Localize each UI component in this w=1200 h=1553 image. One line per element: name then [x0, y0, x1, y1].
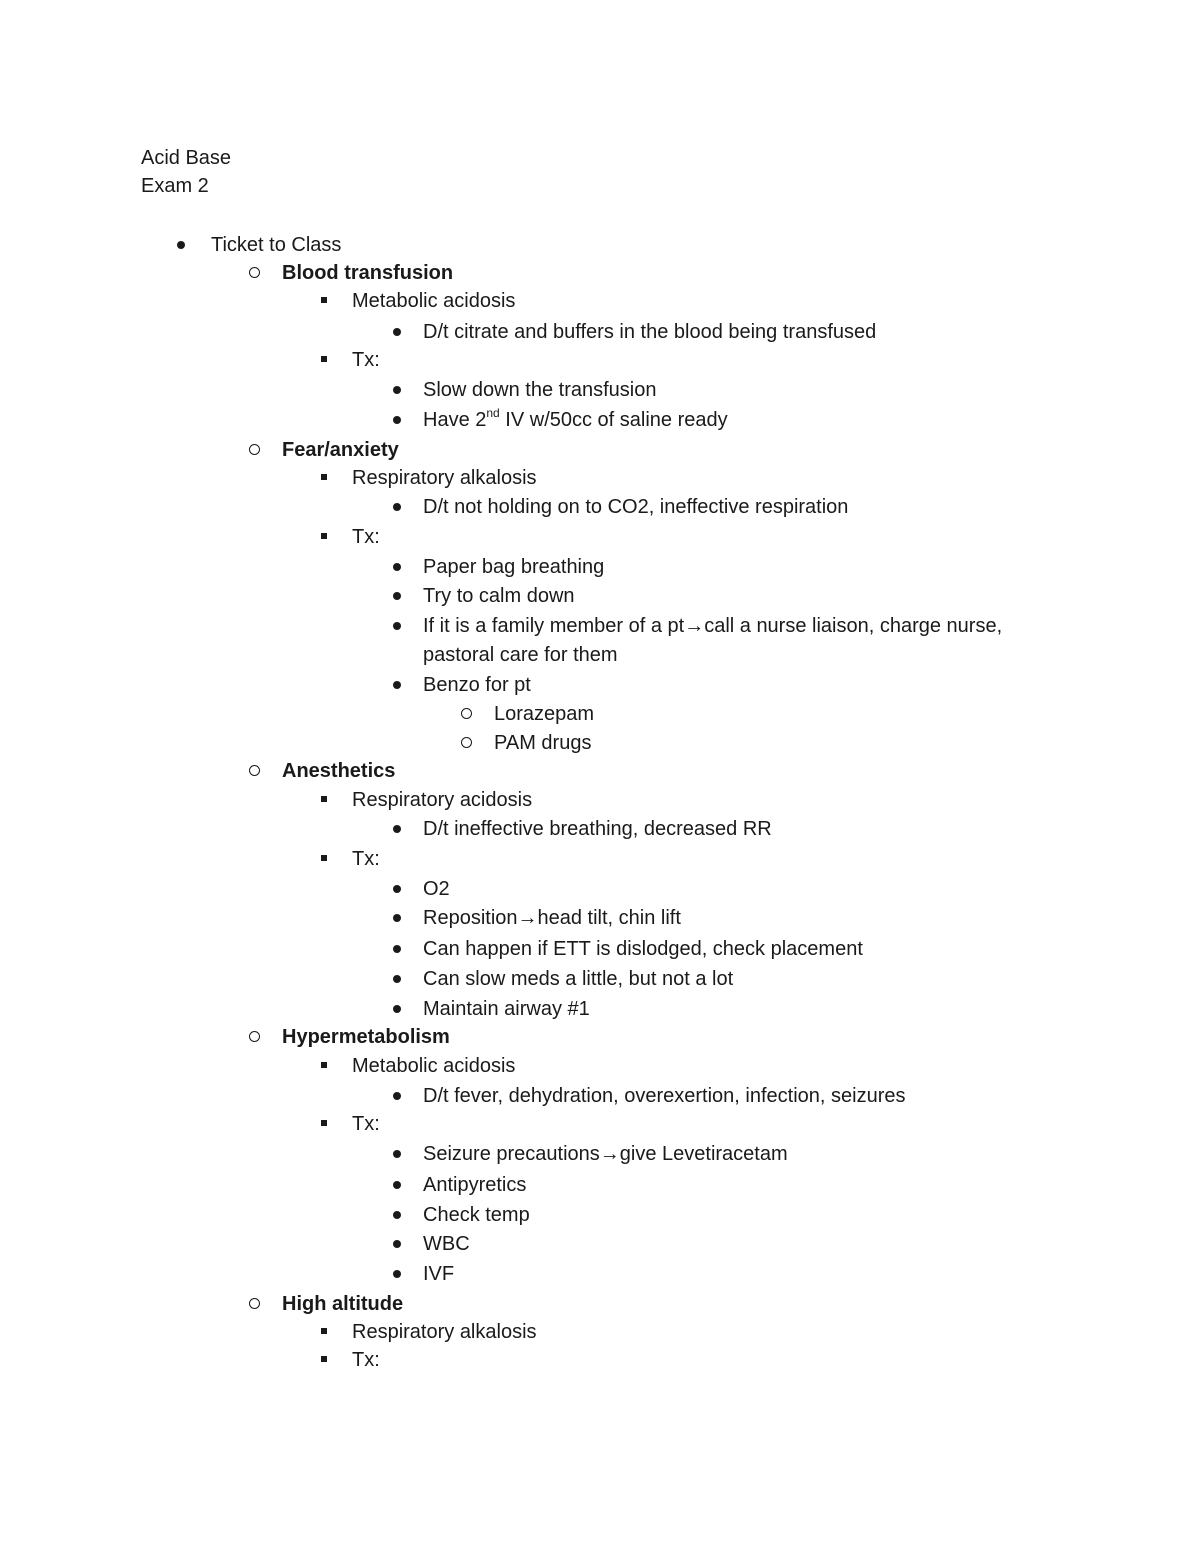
list-item-label: Tx:	[352, 349, 380, 371]
list-item	[0, 1109, 1200, 1139]
list-item	[0, 844, 1200, 874]
bullet-disc-icon	[389, 1139, 409, 1169]
bullet-disc-icon	[389, 375, 409, 405]
list-item	[0, 1051, 1200, 1081]
list-item-text	[211, 230, 341, 260]
list-item-continuation	[0, 640, 1200, 670]
list-item	[0, 1200, 1200, 1230]
bullet-disc-icon	[389, 611, 409, 641]
bullet-disc-icon	[389, 670, 409, 700]
list-item-label: Reposition→head tilt, chin lift	[423, 907, 681, 929]
list-item	[0, 994, 1200, 1024]
list-item-label: Tx:	[352, 848, 380, 870]
list-item	[0, 728, 1200, 758]
list-item-text	[423, 1139, 788, 1169]
list-item-text	[494, 699, 594, 729]
list-item-text	[423, 640, 618, 670]
bullet-disc-icon	[389, 934, 409, 964]
list-item-label: Can slow meds a little, but not a lot	[423, 968, 734, 990]
list-item	[0, 814, 1200, 844]
list-item	[0, 286, 1200, 316]
list-item	[0, 1170, 1200, 1200]
list-item-label: Metabolic acidosis	[352, 1055, 516, 1077]
bullet-disc-icon	[389, 405, 409, 435]
bullet-circle-icon	[459, 728, 479, 758]
list-item	[0, 522, 1200, 552]
bullet-disc-icon	[389, 581, 409, 611]
list-item-text	[352, 844, 380, 874]
list-item-label: Metabolic acidosis	[352, 290, 516, 312]
list-item	[0, 345, 1200, 375]
list-item	[0, 934, 1200, 964]
bullet-disc-icon	[389, 994, 409, 1024]
list-item-label: D/t fever, dehydration, overexertion, infection, seizures	[423, 1085, 906, 1107]
list-item	[0, 670, 1200, 700]
list-item-text	[423, 581, 575, 611]
list-item	[0, 1139, 1200, 1169]
list-item-label: Have 2	[423, 409, 487, 431]
bullet-square-icon	[318, 463, 338, 493]
bullet-square-icon	[318, 1109, 338, 1139]
list-item	[0, 903, 1200, 933]
bullet-circle-icon	[247, 1022, 267, 1052]
list-item-label: High altitude	[282, 1293, 404, 1315]
list-item-text	[423, 934, 863, 964]
list-item-text	[423, 1081, 905, 1111]
bullet-disc-icon	[389, 552, 409, 582]
list-item-text	[423, 1229, 470, 1259]
list-item-label: Blood transfusion	[282, 262, 454, 284]
list-item	[0, 874, 1200, 904]
document-title: Acid Base	[141, 147, 232, 169]
list-item	[0, 756, 1200, 786]
list-item-text	[423, 874, 450, 904]
list-item	[0, 785, 1200, 815]
list-item-text	[352, 1345, 380, 1375]
list-item	[0, 611, 1200, 641]
list-item-text	[423, 317, 876, 347]
list-item	[0, 492, 1200, 522]
list-item	[0, 405, 1200, 435]
list-item-text	[352, 1109, 380, 1139]
list-item-label: Paper bag breathing	[423, 556, 605, 578]
list-item-text	[423, 492, 848, 522]
list-item-text	[282, 756, 395, 786]
list-item-text	[352, 345, 380, 375]
list-item	[0, 1289, 1200, 1319]
list-item-text	[352, 1051, 515, 1081]
bullet-disc-icon	[389, 1259, 409, 1289]
list-item-label: Respiratory alkalosis	[352, 1321, 537, 1343]
bullet-square-icon	[318, 286, 338, 316]
bullet-square-icon	[318, 1317, 338, 1347]
superscript: nd	[486, 406, 500, 421]
bullet-disc-icon	[389, 492, 409, 522]
list-item	[0, 1229, 1200, 1259]
list-item-label: Fear/anxiety	[282, 439, 399, 461]
bullet-circle-icon	[247, 1289, 267, 1319]
list-item	[0, 463, 1200, 493]
bullet-disc-icon	[389, 1081, 409, 1111]
list-item-label: Respiratory acidosis	[352, 789, 533, 811]
list-item-label: Ticket to Class	[211, 234, 342, 256]
list-item	[0, 258, 1200, 288]
list-item	[0, 699, 1200, 729]
list-item	[0, 552, 1200, 582]
list-item-text	[352, 286, 515, 316]
list-item-label: PAM drugs	[494, 732, 592, 754]
list-item-label: D/t ineffective breathing, decreased RR	[423, 818, 772, 840]
list-item-text	[352, 463, 537, 493]
bullet-disc-icon	[389, 1200, 409, 1230]
list-item-text	[423, 552, 604, 582]
bullet-square-icon	[318, 844, 338, 874]
bullet-square-icon	[318, 522, 338, 552]
list-item-text	[282, 435, 399, 465]
list-item	[0, 1259, 1200, 1289]
bullet-square-icon	[318, 785, 338, 815]
list-item-text	[282, 1022, 450, 1052]
document-subtitle: Exam 2	[141, 175, 209, 197]
list-item	[0, 230, 1200, 260]
list-item-text	[423, 1200, 530, 1230]
list-item-label: Seizure precautions→give Levetiracetam	[423, 1143, 788, 1165]
list-item	[0, 1022, 1200, 1052]
list-item-label: D/t citrate and buffers in the blood being transfused	[423, 321, 877, 343]
list-item-label: Tx:	[352, 1113, 380, 1135]
list-item	[0, 375, 1200, 405]
list-item-text	[423, 1170, 526, 1200]
bullet-circle-icon	[247, 435, 267, 465]
list-item-text	[423, 964, 733, 994]
list-item-text	[423, 670, 531, 700]
list-item-label: IVF	[423, 1263, 455, 1285]
list-item-label: Respiratory alkalosis	[352, 467, 537, 489]
bullet-disc-icon	[389, 903, 409, 933]
list-item	[0, 1345, 1200, 1375]
bullet-circle-icon	[459, 699, 479, 729]
bullet-disc-icon	[389, 874, 409, 904]
list-item-label: D/t not holding on to CO2, ineffective respiration	[423, 496, 849, 518]
bullet-disc-icon	[389, 1229, 409, 1259]
list-item-label: Lorazepam	[494, 703, 595, 725]
list-item-text	[423, 375, 656, 405]
bullet-disc-icon	[389, 964, 409, 994]
list-item-label: If it is a family member of a pt→call a nurse liaison, charge nurse,	[423, 615, 1003, 637]
bullet-square-icon	[318, 1051, 338, 1081]
list-item-text	[423, 611, 1002, 641]
list-item	[0, 435, 1200, 465]
list-item-label: Benzo for pt	[423, 674, 531, 696]
list-item	[0, 317, 1200, 347]
list-item-label: Hypermetabolism	[282, 1026, 450, 1048]
list-item-label: Antipyretics	[423, 1174, 527, 1196]
list-item	[0, 581, 1200, 611]
list-item-label: Maintain airway #1	[423, 998, 590, 1020]
list-item-label: Tx:	[352, 526, 380, 548]
list-item-text	[494, 728, 591, 758]
bullet-square-icon	[318, 345, 338, 375]
list-item-text	[423, 405, 728, 435]
bullet-circle-icon	[247, 756, 267, 786]
list-item-text	[352, 522, 380, 552]
list-item-text	[352, 785, 532, 815]
list-item-label: pastoral care for them	[423, 644, 618, 666]
list-item-text	[282, 258, 453, 288]
bullet-square-icon	[318, 1345, 338, 1375]
list-item	[0, 1317, 1200, 1347]
list-item-label: Can happen if ETT is dislodged, check placement	[423, 938, 863, 960]
list-item-text	[423, 903, 681, 933]
list-item-label: Anesthetics	[282, 760, 396, 782]
list-item-text	[423, 994, 590, 1024]
bullet-disc-icon	[173, 230, 193, 260]
list-item-label: Check temp	[423, 1204, 530, 1226]
list-item	[0, 964, 1200, 994]
bullet-disc-icon	[389, 317, 409, 347]
list-item	[0, 1081, 1200, 1111]
list-item-label: Try to calm down	[423, 585, 575, 607]
list-item-label: Tx:	[352, 1349, 380, 1371]
list-item-text	[352, 1317, 537, 1347]
list-item-label-after: IV w/50cc of saline ready	[499, 409, 728, 431]
list-item-text	[423, 814, 772, 844]
list-item-text	[423, 1259, 454, 1289]
bullet-circle-icon	[247, 258, 267, 288]
bullet-disc-icon	[389, 1170, 409, 1200]
list-item-label: Slow down the transfusion	[423, 379, 657, 401]
bullet-disc-icon	[389, 814, 409, 844]
list-item-label: WBC	[423, 1233, 470, 1255]
list-item-text	[282, 1289, 403, 1319]
list-item-label: O2	[423, 878, 450, 900]
